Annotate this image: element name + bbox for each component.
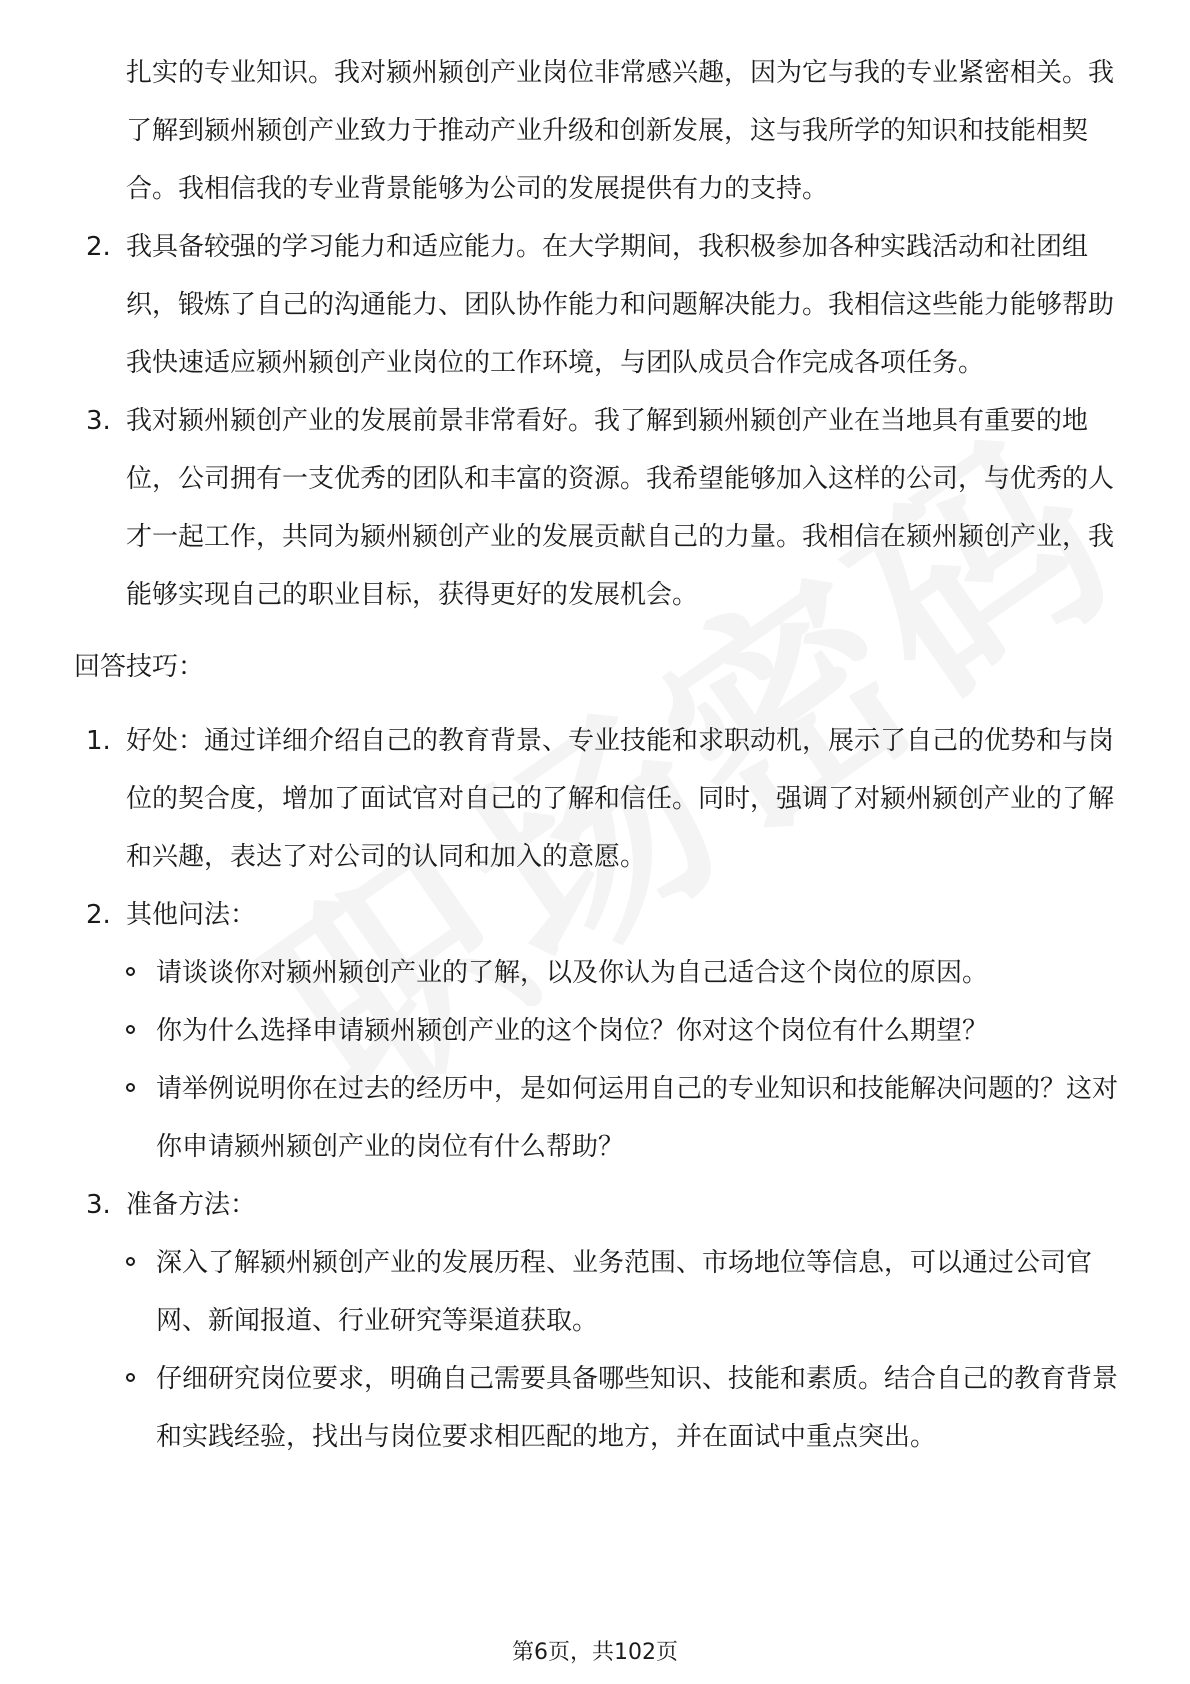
list-number: 1.: [86, 726, 111, 756]
sub-item-text: 请谈谈你对颍州颍创产业的了解，以及你认为自己适合这个岗位的原因。: [156, 958, 989, 988]
list-number: 2.: [86, 900, 111, 930]
answer-item-3: [74, 392, 1124, 624]
sub-list-item: [126, 1350, 1124, 1466]
circle-bullet-icon: [126, 1257, 135, 1266]
tips-heading: 回答技巧：: [74, 652, 205, 682]
answer-item-2: [74, 218, 1124, 392]
list-number: 3.: [86, 1190, 111, 1220]
list-item-text: 其他问法：: [126, 900, 257, 930]
sub-list-item: [126, 944, 1124, 1002]
alternative-questions-list: [126, 944, 1124, 1176]
sub-list-item: [126, 1060, 1124, 1176]
sub-item-text: 你为什么选择申请颍州颍创产业的这个岗位？你对这个岗位有什么期望？: [156, 1016, 989, 1046]
circle-bullet-icon: [126, 967, 135, 976]
tip-item-3: [74, 1176, 1124, 1234]
list-item-text: 我对颍州颍创产业的发展前景非常看好。我了解到颍州颍创产业在当地具有重要的地位，公司拥有一支优秀的团队和丰富的资源。我希望能够加入这样的公司，与优秀的人才一起工作，共同为颍州颍创产业的发展贡献自己的力量。我相信在颍州颍创产业，我能够实现自己的职业目标，获得更好的发展机会。: [126, 406, 1115, 610]
tip-item-1: [74, 712, 1124, 886]
list-item-text: 我具备较强的学习能力和适应能力。在大学期间，我积极参加各种实践活动和社团组织，锻炼了自己的沟通能力、团队协作能力和问题解决能力。我相信这些能力能够帮助我快速适应颍州颍创产业岗位的工作环境，与团队成员合作完成各项任务。: [126, 232, 1115, 378]
tip-item-2: [74, 886, 1124, 944]
continuation-paragraph: 扎实的专业知识。我对颍州颍创产业岗位非常感兴趣，因为它与我的专业紧密相关。我了解到颍州颍创产业致力于推动产业升级和创新发展，这与我所学的知识和技能相契合。我相信我的专业背景能够为公司的发展提供有力的支持。: [126, 58, 1115, 204]
list-item-text: 好处：通过详细介绍自己的教育背景、专业技能和求职动机，展示了自己的优势和与岗位的契合度，增加了面试官对自己的了解和信任。同时，强调了对颍州颍创产业的了解和兴趣，表达了对公司的认同和加入的意愿。: [126, 726, 1115, 872]
circle-bullet-icon: [126, 1083, 135, 1092]
page-content: [74, 44, 1124, 1466]
sub-list-item: [126, 1002, 1124, 1060]
list-item-text: 准备方法：: [126, 1190, 257, 1220]
list-number: 2.: [86, 232, 111, 262]
circle-bullet-icon: [126, 1025, 135, 1034]
sub-item-text: 请举例说明你在过去的经历中，是如何运用自己的专业知识和技能解决问题的？这对你申请颍州颍创产业的岗位有什么帮助？: [156, 1074, 1119, 1162]
sub-list-item: [126, 1234, 1124, 1350]
page-number-footer: 第6页，共102页: [512, 1640, 678, 1665]
circle-bullet-icon: [126, 1373, 135, 1382]
list-number: 3.: [86, 406, 111, 436]
sub-item-text: 仔细研究岗位要求，明确自己需要具备哪些知识、技能和素质。结合自己的教育背景和实践经验，找出与岗位要求相匹配的地方，并在面试中重点突出。: [156, 1364, 1119, 1452]
sub-item-text: 深入了解颍州颍创产业的发展历程、业务范围、市场地位等信息，可以通过公司官网、新闻报道、行业研究等渠道获取。: [156, 1248, 1093, 1336]
preparation-methods-list: [126, 1234, 1124, 1466]
